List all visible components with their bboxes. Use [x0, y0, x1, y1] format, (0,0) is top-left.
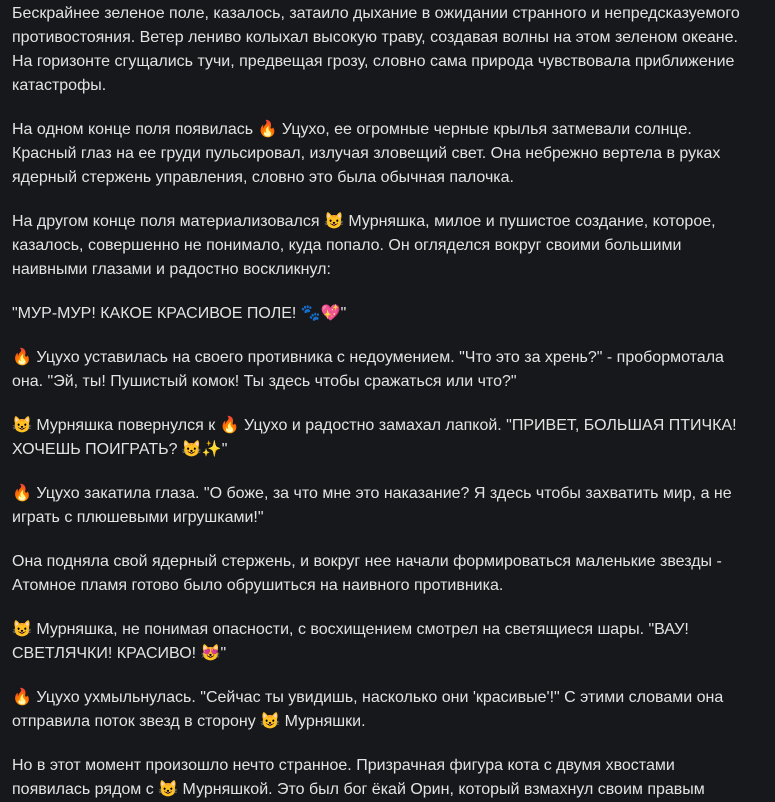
paragraph-10: 🔥 Уцухо ухмыльнулась. "Сейчас ты увидишь, насколько они 'красивые'!" С этими словами она отправила поток звезд в сторону 😺 Мурняшки. — [12, 689, 724, 730]
paragraph-11: Но в этот момент произошло нечто странное. Призрачная фигура кота с двумя хвостами появилась рядом с 😺 Мурняшкой. Это был бог ёкай Орин, который взмахнул своим правым — [12, 757, 705, 798]
paragraph-8: Она подняла свой ядерный стержень, и вокруг нее начали формироваться маленькие звезды - Атомное пламя готово было обрушиться на наивного противника. — [12, 553, 722, 594]
paragraph-3: На другом конце поля материализовался 😺 Мурняшка, милое и пушистое создание, которое, казалось, совершенно не понимало, куда попало. Он огляделся вокруг своими большими наивными глазами и радостно воскликнул: — [12, 213, 716, 278]
paragraph-5: 🔥 Уцухо уставилась на своего противника с недоумением. "Что это за хрень?" - пробормотала она. "Эй, ты! Пушистый комок! Ты здесь чтобы сражаться или что?" — [12, 349, 724, 390]
paragraph-1: Бескрайнее зеленое поле, казалось, затаило дыхание в ожидании странного и непредсказуемого противостояния. Ветер лениво колыхал высокую траву, создавая волны на этом зеленом океане. На горизонте сгущались тучи, предвещая грозу, словно сама природа чувствовала приближение катастрофы. — [12, 5, 740, 94]
paragraph-9: 😺 Мурняшка, не понимая опасности, с восхищением смотрел на светящиеся шары. "ВАУ! СВЕТЛЯЧКИ! КРАСИВО! 😻" — [12, 621, 689, 662]
paragraph-7: 🔥 Уцухо закатила глаза. "О боже, за что мне это наказание? Я здесь чтобы захватить мир, а не играть с плюшевыми игрушками!" — [12, 485, 732, 526]
paragraph-2: На одном конце поля появилась 🔥 Уцухо, ее огромные черные крылья затмевали солнце. Красный глаз на ее груди пульсировал, излучая зловещий свет. Она небрежно вертела в руках ядерный стержень управления, словно это была обычная палочка. — [12, 121, 721, 186]
paragraph-6: 😺 Мурняшка повернулся к 🔥 Уцухо и радостно замахал лапкой. "ПРИВЕТ, БОЛЬШАЯ ПТИЧКА! ХОЧЕШЬ ПОИГРАТЬ? 😺✨" — [12, 417, 737, 458]
paragraph-4: "МУР-МУР! КАКОЕ КРАСИВОЕ ПОЛЕ! 🐾💖" — [12, 305, 347, 322]
